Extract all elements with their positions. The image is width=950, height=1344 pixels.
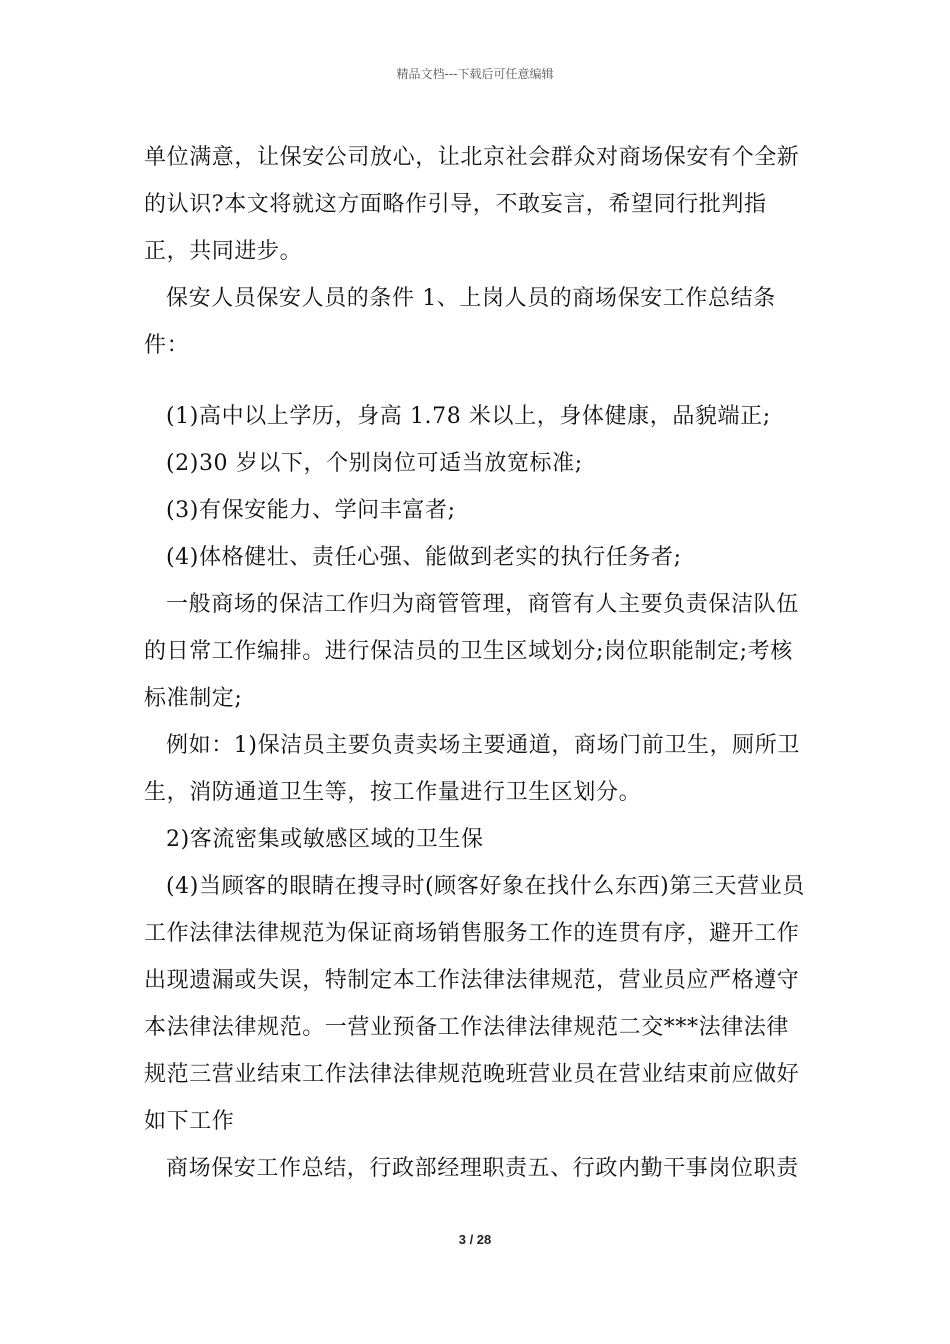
- list-item-condition-4: (4)体格健壮、责任心强、能做到老实的执行任务者;: [166, 545, 682, 570]
- page-number: 3 / 28: [458, 1232, 492, 1247]
- list-item-condition-2: (2)30 岁以下，个别岗位可适当放宽标准;: [166, 451, 583, 476]
- paragraph-example-2: 2)客流密集或敏感区域的卫生保: [166, 827, 484, 852]
- document-body: [144, 134, 808, 1192]
- paragraph-admin-duties: 商场保安工作总结，行政部经理职责五、行政内勤干事岗位职责: [166, 1156, 799, 1181]
- list-item-condition-3: (3)有保安能力、学问丰富者;: [166, 498, 456, 523]
- paragraph-security-conditions: 保安人员保安人员的条件 1、上岗人员的商场保安工作总结条件：: [144, 286, 776, 358]
- paragraph-intro-continuation: 单位满意，让保安公司放心，让北京社会群众对商场保安有个全新的认识?本文将就这方面略作引导，不敢妄言，希望同行批判指正，共同进步。: [144, 145, 800, 264]
- list-item-condition-1: (1)高中以上学历，身高 1.78 米以上，身体健康，品貌端正;: [166, 404, 771, 429]
- paragraph-cleaning-management: 一般商场的保洁工作归为商管管理，商管有人主要负责保洁队伍的日常工作编排。进行保洁员的卫生区域划分;岗位职能制定;考核标准制定;: [144, 592, 799, 711]
- page-header: 精品文档---下载后可任意编辑: [396, 67, 554, 81]
- paragraph-example-1: 例如：1)保洁员主要负责卖场主要通道，商场门前卫生，厕所卫生，消防通道卫生等，按工作量进行卫生区划分。: [144, 733, 800, 805]
- paragraph-sales-rules: (4)当顾客的眼睛在搜寻时(顾客好象在找什么东西)第三天营业员工作法律法律规范为保证商场销售服务工作的连贯有序，避开工作出现遗漏或失误，特制定本工作法律法律规范，营业员应严格遵守本法律法律规范。一营业预备工作法律法律规范二交***法律法律规范三营业结束工作法律法律规范晚班营业员在营业结束前应做好如下工作: [144, 874, 805, 1134]
